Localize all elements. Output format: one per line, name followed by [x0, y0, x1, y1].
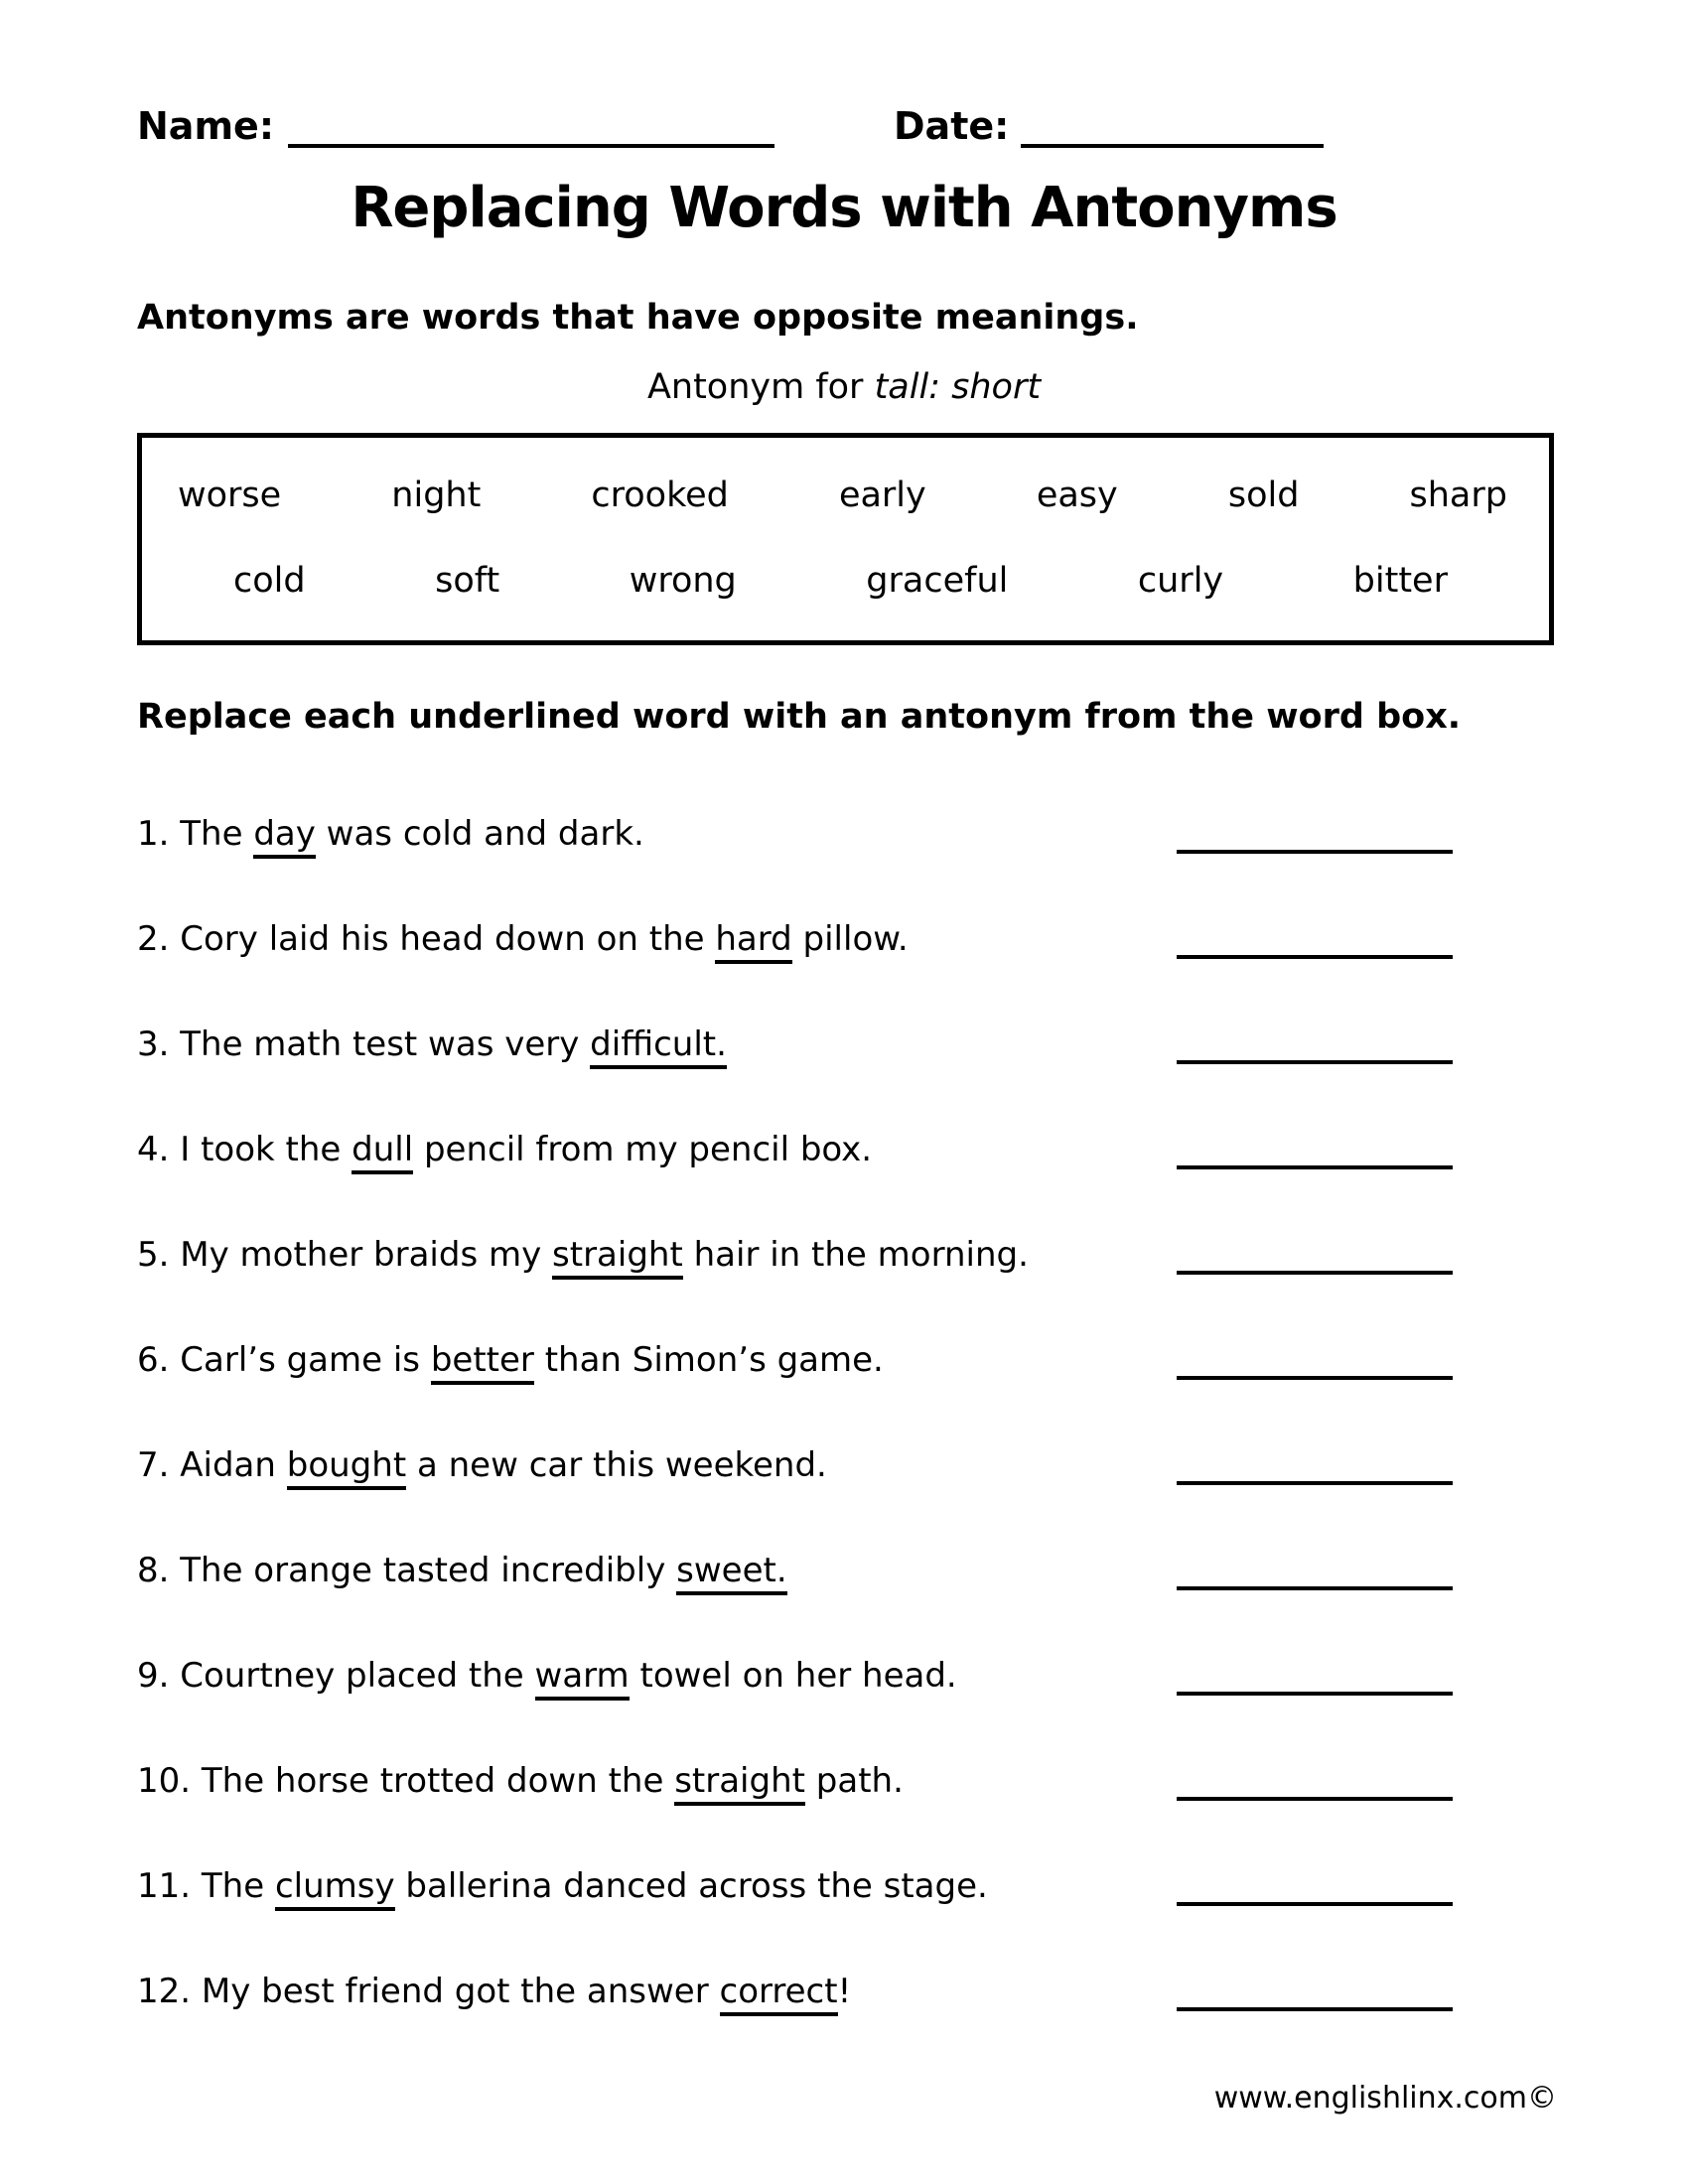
- name-blank-line: [288, 106, 774, 148]
- word-box: [137, 433, 1554, 645]
- question-row-4: [0, 1130, 1688, 1169]
- question-pre: Aidan: [169, 1445, 287, 1485]
- question-row-10: [0, 1761, 1688, 1801]
- question-number: 6.: [137, 1340, 170, 1380]
- underlined-word: bought: [287, 1445, 406, 1490]
- question-number: 2.: [137, 919, 170, 959]
- underlined-word: hard: [715, 919, 791, 964]
- question-text: [137, 814, 644, 854]
- question-number: 9.: [137, 1656, 170, 1696]
- name-field: [137, 104, 774, 148]
- word-graceful: graceful: [866, 561, 1009, 601]
- question-list: [0, 814, 1688, 2011]
- question-row-11: [0, 1866, 1688, 1906]
- example-prefix: Antonym for: [646, 367, 875, 407]
- question-text: [137, 1024, 727, 1064]
- question-post: towel on her head.: [629, 1656, 957, 1696]
- question-pre: I took the: [169, 1130, 352, 1169]
- word-soft: soft: [435, 561, 500, 601]
- question-text: [137, 1656, 957, 1696]
- word-box-row-2: [142, 561, 1549, 601]
- question-post: pencil from my pencil box.: [413, 1130, 873, 1169]
- word-early: early: [838, 476, 926, 515]
- question-pre: The math test was very: [169, 1024, 591, 1064]
- question-post: was cold and dark.: [315, 814, 644, 854]
- question-pre: The horse trotted down the: [191, 1761, 675, 1801]
- intro-text: Antonyms are words that have opposite meanings.: [137, 298, 1139, 338]
- question-post: !: [837, 1972, 852, 2011]
- word-wrong: wrong: [629, 561, 737, 601]
- question-post: ballerina danced across the stage.: [394, 1866, 988, 1906]
- question-number: 11.: [137, 1866, 192, 1906]
- underlined-word: better: [431, 1340, 534, 1385]
- question-pre: The: [169, 814, 254, 854]
- answer-blank: [1177, 1866, 1453, 1906]
- underlined-word: clumsy: [275, 1866, 395, 1911]
- question-pre: Carl’s game is: [169, 1340, 431, 1380]
- question-text: [137, 1235, 1029, 1275]
- question-number: 5.: [137, 1235, 170, 1275]
- question-text: [137, 1972, 851, 2011]
- question-text: [137, 1761, 904, 1801]
- answer-blank: [1177, 1972, 1453, 2011]
- name-label: Name:: [137, 104, 275, 148]
- word-crooked: crooked: [591, 476, 729, 515]
- question-number: 1.: [137, 814, 170, 854]
- underlined-word: correct: [720, 1972, 838, 2016]
- word-box-row-1: [142, 476, 1549, 515]
- question-text: [137, 919, 909, 959]
- question-text: [137, 1445, 827, 1485]
- underlined-word: day: [253, 814, 316, 859]
- word-bitter: bitter: [1352, 561, 1448, 601]
- answer-blank: [1177, 1445, 1453, 1485]
- question-post: hair in the morning.: [682, 1235, 1029, 1275]
- question-row-8: [0, 1551, 1688, 1590]
- question-row-9: [0, 1656, 1688, 1696]
- question-pre: Courtney placed the: [169, 1656, 535, 1696]
- question-number: 12.: [137, 1972, 192, 2011]
- answer-blank: [1177, 1130, 1453, 1169]
- underlined-word: warm: [535, 1656, 630, 1701]
- question-row-2: [0, 919, 1688, 959]
- underlined-word: straight: [674, 1761, 805, 1806]
- date-field: [894, 104, 1324, 148]
- answer-blank: [1177, 1235, 1453, 1275]
- question-number: 8.: [137, 1551, 170, 1590]
- question-number: 3.: [137, 1024, 170, 1064]
- question-text: [137, 1866, 988, 1906]
- word-worse: worse: [178, 476, 282, 515]
- question-number: 4.: [137, 1130, 170, 1169]
- question-text: [137, 1551, 787, 1590]
- source-url: www.englishlinx.com©: [1213, 2081, 1557, 2116]
- question-post: pillow.: [791, 919, 909, 959]
- question-number: 7.: [137, 1445, 170, 1485]
- question-text: [137, 1130, 872, 1169]
- underlined-word: sweet.: [676, 1551, 787, 1595]
- question-number: 10.: [137, 1761, 192, 1801]
- underlined-word: straight: [552, 1235, 683, 1280]
- example-italic: tall: short: [874, 367, 1042, 407]
- word-sold: sold: [1227, 476, 1300, 515]
- question-post: a new car this weekend.: [406, 1445, 827, 1485]
- question-row-3: [0, 1024, 1688, 1064]
- date-label: Date:: [894, 104, 1010, 148]
- question-pre: My best friend got the answer: [191, 1972, 720, 2011]
- answer-blank: [1177, 1656, 1453, 1696]
- question-row-5: [0, 1235, 1688, 1275]
- answer-blank: [1177, 919, 1453, 959]
- question-post: path.: [804, 1761, 904, 1801]
- question-post: than Simon’s game.: [533, 1340, 884, 1380]
- answer-blank: [1177, 1024, 1453, 1064]
- question-row-6: [0, 1340, 1688, 1380]
- question-row-1: [0, 814, 1688, 854]
- answer-blank: [1177, 1340, 1453, 1380]
- answer-blank: [1177, 1761, 1453, 1801]
- word-cold: cold: [233, 561, 306, 601]
- question-pre: The orange tasted incredibly: [169, 1551, 677, 1590]
- question-pre: Cory laid his head down on the: [169, 919, 716, 959]
- underlined-word: dull: [352, 1130, 413, 1174]
- answer-blank: [1177, 1551, 1453, 1590]
- question-text: [137, 1340, 884, 1380]
- question-row-7: [0, 1445, 1688, 1485]
- word-curly: curly: [1137, 561, 1224, 601]
- answer-blank: [1177, 814, 1453, 854]
- example-line: [0, 367, 1688, 407]
- page-title: Replacing Words with Antonyms: [351, 176, 1337, 240]
- word-easy: easy: [1036, 476, 1118, 515]
- header: [0, 0, 1688, 148]
- word-sharp: sharp: [1409, 476, 1507, 515]
- question-row-12: [0, 1972, 1688, 2011]
- question-pre: The: [191, 1866, 275, 1906]
- underlined-word: difficult.: [590, 1024, 727, 1069]
- question-pre: My mother braids my: [169, 1235, 553, 1275]
- instruction-text: Replace each underlined word with an antonym from the word box.: [137, 697, 1462, 737]
- word-night: night: [391, 476, 482, 515]
- date-blank-line: [1021, 106, 1324, 148]
